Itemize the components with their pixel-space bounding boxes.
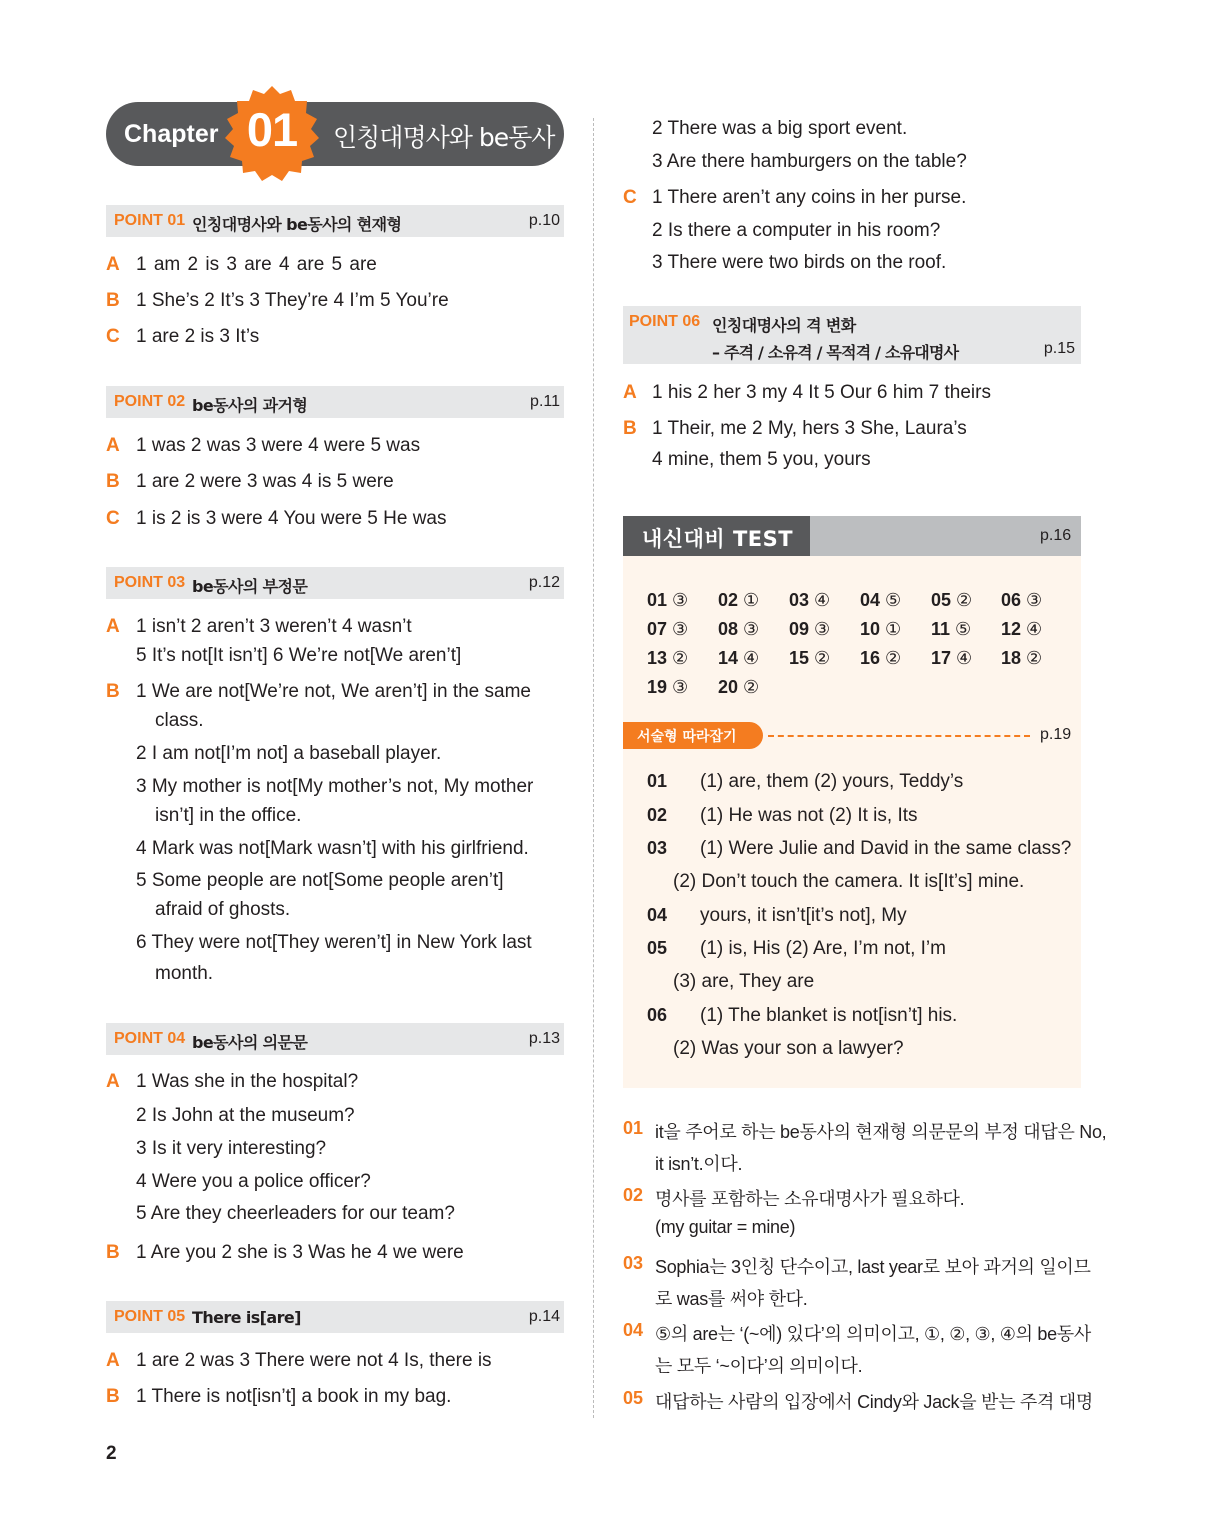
page-number: 2: [106, 1443, 117, 1464]
point-06-header: [623, 306, 1081, 364]
explanation-text: 는 모두 ‘~이다’의 의미이다.: [655, 1356, 863, 1376]
answer-line: class.: [155, 710, 204, 731]
answer-line: 1 Their, me 2 My, hers 3 She, Laura’s: [652, 418, 967, 439]
section-letter: B: [106, 290, 120, 311]
section-letter: C: [106, 508, 120, 529]
chapter-title: 인칭대명사와 be동사: [333, 123, 555, 152]
answer-line: 1 We are not[We’re not, We aren’t] in the same: [136, 681, 531, 702]
explanation-text: 명사를 포함하는 소유대명사가 필요하다.: [655, 1189, 965, 1209]
test-answer: 16 ②: [860, 648, 902, 668]
point-04-header: [106, 1023, 564, 1055]
point-01-header: [106, 205, 564, 237]
answer-line: 1 was 2 was 3 were 4 were 5 was: [136, 435, 421, 456]
essay-number: 04: [647, 905, 668, 925]
test-page: p.16: [1040, 527, 1072, 544]
test-answer: 04 ⑤: [860, 590, 902, 610]
test-answer: 15 ②: [789, 648, 831, 668]
answer-line: 1 are 2 is 3 It’s: [136, 326, 260, 347]
explanation-number: 03: [623, 1253, 644, 1273]
point-subtitle: – 주격 / 소유격 / 목적격 / 소유대명사: [712, 343, 959, 362]
section-letter: C: [106, 326, 120, 347]
point-03-header: [106, 567, 564, 599]
essay-number: 01: [647, 771, 668, 791]
answer-line: 3 Are there hamburgers on the table?: [652, 151, 967, 172]
explanation-text: 로 was를 써야 한다.: [655, 1289, 808, 1309]
section-letter: B: [106, 1242, 120, 1263]
explanation-text: ⑤의 are는 ‘(~에) 있다’의 의미이고, ①, ②, ③, ④의 be동사: [655, 1324, 1091, 1344]
section-letter: A: [106, 254, 120, 275]
answer-line: 3 There were two birds on the roof.: [652, 252, 947, 273]
answer-line: 5 Are they cheerleaders for our team?: [136, 1203, 455, 1224]
answer-line: 1 There is not[isn’t] a book in my bag.: [136, 1386, 452, 1407]
point-title: be동사의 과거형: [192, 396, 308, 415]
point-02-header: [106, 386, 564, 418]
answer-line: 1 his 2 her 3 my 4 It 5 Our 6 him 7 theirs: [652, 382, 991, 403]
test-answer: 12 ④: [1001, 619, 1043, 639]
explanation-text: (my guitar = mine): [655, 1217, 796, 1237]
test-answer: 20 ②: [718, 677, 760, 697]
essay-answer: (2) Was your son a lawyer?: [673, 1038, 904, 1059]
section-letter: A: [106, 1071, 120, 1092]
point-05-header: [106, 1301, 564, 1333]
point-title: There is[are]: [192, 1308, 301, 1327]
answer-line: 5 It’s not[It isn’t] 6 We’re not[We aren’t]: [136, 645, 462, 666]
answer-line: 4 Mark was not[Mark wasn’t] with his girlfriend.: [136, 838, 529, 859]
point-label: POINT 04: [114, 1030, 186, 1047]
test-answer: 07 ③: [647, 619, 689, 639]
answer-line: 6 They were not[They weren’t] in New York last: [136, 932, 532, 953]
answer-line: 4 mine, them 5 you, yours: [652, 449, 871, 470]
section-letter: A: [106, 435, 120, 456]
essay-answer: (1) The blanket is not[isn’t] his.: [700, 1005, 958, 1026]
answer-line: 3 My mother is not[My mother’s not, My mother: [136, 776, 534, 797]
chapter-number: 01: [246, 103, 298, 156]
essay-answer: (1) are, them (2) yours, Teddy’s: [700, 771, 964, 792]
explanation-text: Sophia는 3인칭 단수이고, last year로 보아 과거의 일이므: [655, 1257, 1091, 1277]
test-answer: 01 ③: [647, 590, 689, 610]
section-letter: B: [106, 1386, 120, 1407]
test-answer: 19 ③: [647, 677, 689, 697]
essay-number: 03: [647, 838, 668, 858]
explanation-number: 04: [623, 1320, 644, 1340]
answer-line: 5 Some people are not[Some people aren’t]: [136, 870, 504, 891]
answer-line: month.: [155, 963, 214, 984]
test-answer: 11 ⑤: [931, 619, 972, 639]
essay-answer: (1) He was not (2) It is, Its: [700, 805, 918, 826]
test-answer: 03 ④: [789, 590, 831, 610]
point-title: be동사의 부정문: [192, 577, 308, 596]
chapter-word: Chapter: [124, 120, 219, 148]
section-letter: B: [623, 418, 637, 439]
test-answer: 06 ③: [1001, 590, 1043, 610]
answer-line: 2 I am not[I’m not] a baseball player.: [136, 743, 442, 764]
explanation-number: 01: [623, 1118, 644, 1138]
essay-answer: (3) are, They are: [673, 971, 815, 992]
answer-line: 4 Were you a police officer?: [136, 1171, 371, 1192]
essay-answer: yours, it isn’t[it’s not], My: [700, 905, 907, 926]
essay-number: 06: [647, 1005, 668, 1025]
column-divider: [593, 118, 594, 1418]
answer-line: 3 Is it very interesting?: [136, 1138, 327, 1159]
answer-line: 1 are 2 was 3 There were not 4 Is, there is: [136, 1350, 492, 1371]
answer-line: 1 are 2 were 3 was 4 is 5 were: [136, 471, 394, 492]
point-title: be동사의 의문문: [192, 1033, 308, 1052]
essay-label: 서술형 따라잡기: [637, 729, 737, 745]
point-label: POINT 05: [114, 1308, 186, 1325]
answer-line: 1 There aren’t any coins in her purse.: [652, 187, 967, 208]
point-label: POINT 02: [114, 393, 186, 410]
essay-page: p.19: [1040, 726, 1072, 743]
test-answer: 13 ②: [647, 648, 689, 668]
answer-line: 1 am 2 is 3 are 4 are 5 are: [136, 254, 377, 275]
test-answer: 08 ③: [718, 619, 760, 639]
essay-dash-line: [768, 735, 1030, 737]
essay-number: 05: [647, 938, 668, 958]
answer-line: isn’t] in the office.: [155, 805, 302, 826]
point-page: p.13: [528, 1030, 560, 1047]
section-letter: A: [106, 616, 120, 637]
section-letter: C: [623, 187, 637, 208]
point-label: POINT 01: [114, 212, 186, 229]
test-answer: 09 ③: [789, 619, 831, 639]
explanation-text: it을 주어로 하는 be동사의 현재형 의문문의 부정 대답은 No,: [655, 1122, 1107, 1142]
section-letter: B: [106, 471, 120, 492]
test-answer: 05 ②: [931, 590, 973, 610]
section-letter: A: [106, 1350, 120, 1371]
point-label: POINT 06: [629, 313, 701, 330]
answer-line: 2 Is John at the museum?: [136, 1105, 355, 1126]
point-page: p.10: [528, 212, 560, 229]
section-letter: B: [106, 681, 120, 702]
answer-line: 1 Was she in the hospital?: [136, 1071, 359, 1092]
explanation-number: 05: [623, 1388, 644, 1408]
test-answer: 02 ①: [718, 590, 760, 610]
point-page: p.14: [528, 1308, 560, 1325]
answer-line: 1 isn’t 2 aren’t 3 weren’t 4 wasn’t: [136, 616, 412, 637]
point-page: p.12: [528, 574, 560, 591]
explanation-number: 02: [623, 1185, 644, 1205]
answer-line: 1 She’s 2 It’s 3 They’re 4 I’m 5 You’re: [136, 290, 449, 311]
explanation-text: it isn’t.이다.: [655, 1154, 743, 1174]
essay-answer: (2) Don’t touch the camera. It is[It’s] mine.: [673, 871, 1025, 892]
test-answer: 10 ①: [860, 619, 902, 639]
answer-line: afraid of ghosts.: [155, 899, 291, 920]
point-title: 인칭대명사의 격 변화: [712, 316, 856, 335]
point-title: 인칭대명사와 be동사의 현재형: [192, 215, 402, 234]
point-page: p.11: [530, 393, 560, 410]
answer-line: 2 Is there a computer in his room?: [652, 220, 941, 241]
essay-number: 02: [647, 805, 668, 825]
explanation-text: 대답하는 사람의 입장에서 Cindy와 Jack을 받는 주격 대명: [655, 1392, 1093, 1412]
point-label: POINT 03: [114, 574, 186, 591]
point-page: p.15: [1043, 340, 1075, 357]
answer-line: 2 There was a big sport event.: [652, 118, 908, 139]
essay-answer: (1) Were Julie and David in the same class?: [700, 838, 1072, 859]
test-answer: 17 ④: [931, 648, 973, 668]
test-answer: 18 ②: [1001, 648, 1043, 668]
answer-line: 1 is 2 is 3 were 4 You were 5 He was: [136, 508, 447, 529]
section-letter: A: [623, 382, 637, 403]
essay-label-pill: [623, 722, 763, 749]
answer-line: 1 Are you 2 she is 3 Was he 4 we were: [136, 1242, 464, 1263]
essay-answer: (1) is, His (2) Are, I’m not, I’m: [700, 938, 946, 959]
test-answer: 14 ④: [718, 648, 760, 668]
test-title: 내신대비 TEST: [642, 527, 794, 551]
